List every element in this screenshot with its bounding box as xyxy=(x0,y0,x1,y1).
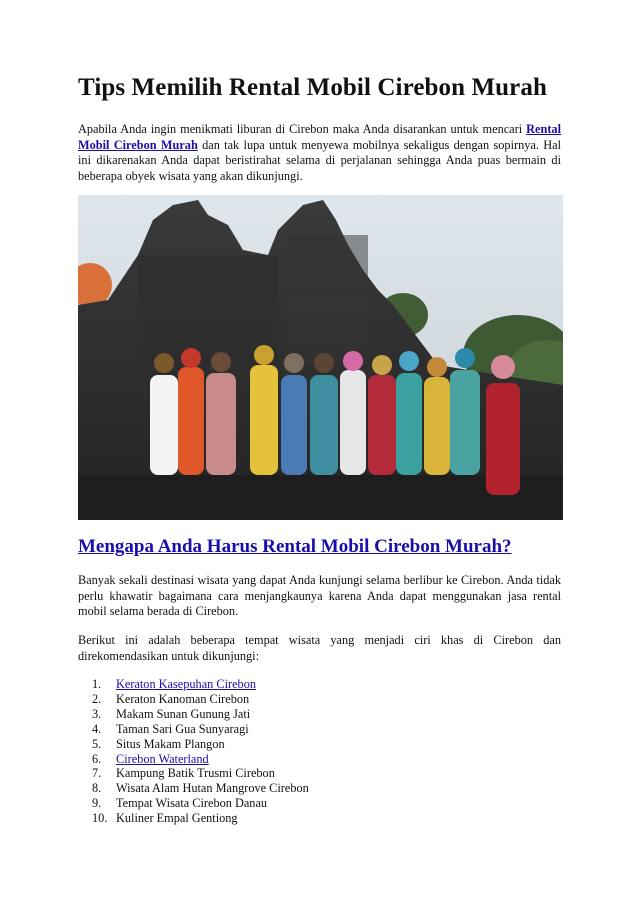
list-item xyxy=(78,811,309,826)
list-text: Tempat Wisata Cirebon Danau xyxy=(116,796,268,811)
list-number: 4. xyxy=(92,721,102,736)
list-number: 6. xyxy=(92,751,102,766)
list-number: 5. xyxy=(92,736,102,751)
list-link[interactable]: Keraton Kasepuhan Cirebon xyxy=(116,677,257,691)
photo-illustration xyxy=(78,195,563,520)
list-number: 10. xyxy=(92,811,108,826)
group-photo-temple xyxy=(78,195,563,520)
list-item xyxy=(78,781,309,796)
list-number: 9. xyxy=(92,796,102,811)
list-item xyxy=(78,722,309,737)
list-number: 8. xyxy=(92,781,102,796)
list-text: Wisata Alam Hutan Mangrove Cirebon xyxy=(116,781,309,796)
list-item xyxy=(78,766,309,781)
tourism-list xyxy=(78,677,309,826)
list-text: Kampung Batik Trusmi Cirebon xyxy=(116,766,275,781)
page-title: Tips Memilih Rental Mobil Cirebon Murah xyxy=(78,74,547,101)
paragraph-destinations: Banyak sekali destinasi wisata yang dapat Anda kunjungi selama berlibur ke Cirebon. Anda tidak perlu khawatir bagaimana cara menjangkaunya karena Anda dapat menggunakan jasa rental mobil selama berada di Cirebon. xyxy=(78,573,561,618)
list-item xyxy=(78,752,309,767)
intro-text-before: Apabila Anda ingin menikmati liburan di Cirebon maka Anda disarankan untuk mencari xyxy=(78,122,523,136)
list-text: Situs Makam Plangon xyxy=(116,736,225,751)
list-number: 7. xyxy=(92,766,102,781)
list-link[interactable]: Cirebon Waterland xyxy=(116,751,209,766)
list-number: 1. xyxy=(92,677,102,691)
list-text: Keraton Kanoman Cirebon xyxy=(116,691,250,706)
list-item xyxy=(78,707,309,722)
list-text: Kuliner Empal Gentiong xyxy=(116,811,238,826)
list-text: Makam Sunan Gunung Jati xyxy=(116,706,251,721)
section-heading[interactable]: Mengapa Anda Harus Rental Mobil Cirebon Murah? xyxy=(78,536,512,557)
list-number: 3. xyxy=(92,706,102,721)
intro-text-after: dan tak lupa untuk menyewa mobilnya sekaligus dengan sopirnya. Hal ini dikarenakan Anda dapat beristirahat selama di perjalanan sehingga Anda puas bermain di beberapa obyek wisata yang akan dikunjungi. xyxy=(78,137,561,183)
rental-mobil-link[interactable]: Rental Mobil Cirebon Murah xyxy=(78,122,561,152)
list-item xyxy=(78,677,309,692)
intro-paragraph xyxy=(78,122,561,184)
list-number: 2. xyxy=(92,691,102,706)
paragraph-list-intro: Berikut ini adalah beberapa tempat wisata yang menjadi ciri khas di Cirebon dan direkomendasikan untuk dikunjungi: xyxy=(78,633,561,663)
list-item xyxy=(78,692,309,707)
list-item xyxy=(78,796,309,811)
list-item xyxy=(78,737,309,752)
list-text: Taman Sari Gua Sunyaragi xyxy=(116,721,249,736)
